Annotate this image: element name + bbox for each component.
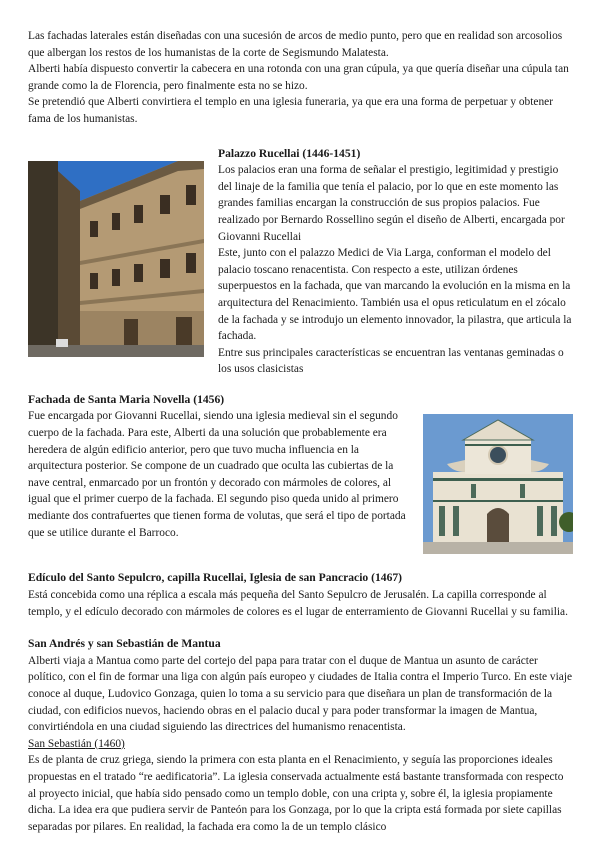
document-page bbox=[28, 28, 573, 835]
intro-paragraph-3: Se pretendió que Alberti convirtiera el templo en una iglesia funeraria, ya que era una forma de perpetuar y obtener fama de los humanistas. bbox=[28, 96, 554, 125]
rucellai-paragraph-2: Este, junto con el palazzo Medici de Via Larga, conforman el modelo del palacio toscano renacentista. Con respecto a este, utilizan órdenes superpuestos en la fachada, que van marcando la evolución en la misma en la arquitectura del Renacimiento. También usa el opus reticulatum en el zócalo de la fachada y se introdujo un elemento innovador, la pilastra, que articula la fachada. bbox=[218, 247, 572, 343]
mantua-title: San Andrés y san Sebastián de Mantua bbox=[28, 637, 221, 651]
sepolcro-title: Edículo del Santo Sepulcro, capilla Rucellai, Iglesia de san Pancracio (1467) bbox=[28, 571, 403, 585]
palazzo-rucellai-photo bbox=[28, 161, 204, 357]
novella-paragraph-1: Fue encargada por Giovanni Rucellai, siendo una iglesia medieval sin el segundo cuerpo de la fachada. Para este, Alberti da una solución que probablemente era heredera de algún edificio anterior, pero que tuvo mucha influencia en la arquitectura posterior. Se compone de un cuadrado que oculta las cubiertas de la nave central, enmarcado por un frontón y decorado con mármoles de colores, al igual que el primer cuerpo de la fachada. El segundo piso queda unido al primero mediante dos contrafuertes que tienen forma de volutas, que será el tipo de portada que se utilice durante el Barroco. bbox=[28, 410, 406, 539]
mantua-paragraph-1: Alberti viaja a Mantua como parte del cortejo del papa para tratar con el duque de Mantua un asunto de carácter político, con el fin de formar una liga con algún país europeo y ciudades de Italia contra el Imperio Turco. En este viaje conoce al duque, Ludovico Gonzaga, quien lo toma a su servicio para que diseñara un plan de transformación de la ciudad, con edificios nuevos, haciendo obras en el palacio ducal y para poder transformar la imagen de Mantua, convirtiéndola en una ciudad siguiendo las directrices del humanismo renacentista. bbox=[28, 654, 573, 734]
novella-title: Fachada de Santa Maria Novella (1456) bbox=[28, 392, 225, 406]
rucellai-title: Palazzo Rucellai (1446-1451) bbox=[218, 146, 361, 160]
rucellai-paragraph-1: Los palacios eran una forma de señalar el prestigio, legitimidad y prestigio del linaje de la familia que tenía el palacio, por lo que en este momento las grandes familias encargan la construcción de sus propios palacios. Fue realizado por Bernardo Rossellino según el diseño de Alberti, encargada por Giovanni Rucellai bbox=[218, 164, 565, 243]
novella-section bbox=[28, 408, 573, 554]
san-sebastian-subtitle: San Sebastián (1460) bbox=[28, 737, 125, 750]
rucellai-paragraph-3: Entre sus principales características se encuentran las ventanas geminadas o los usos clasicistas bbox=[218, 346, 564, 376]
mantua-paragraph-2: Es de planta de cruz griega, siendo la primera con esta planta en el Renacimiento, y seguía las proporciones ideales propuestas en el tratado “re aedificatoria”. La iglesia conservada actualmente está bastante transformada con respecto al proyecto inicial, que había sido pensado como un templo doble, con una cripta y, sobre él, la iglesia propiamente dicha. La idea era que pudiera servir de Panteón para los Gonzaga, por lo que la cripta está formada por siete capillas separadas por pilares. En realidad, la fachada era como la de un templo clásico bbox=[28, 754, 564, 833]
sepolcro-paragraph-1: Está concebida como una réplica a escala más pequeña del Santo Sepulcro de Jerusalén. La capilla corresponde al templo, y el edículo decorado con mármoles de colores es el lugar de enterramiento de Giovanni Rucellai y su familia. bbox=[28, 589, 568, 618]
intro-paragraph-2: Alberti había dispuesto convertir la cabecera en una rotonda con una gran cúpula, ya que quería diseñar una cúpula tan grande como la de Florencia, pero finalmente esta no se hizo. bbox=[28, 63, 569, 92]
intro-paragraph-1: Las fachadas laterales están diseñadas con una sucesión de arcos de medio punto, pero que en realidad son arcosolios que albergan los restos de los humanistas de la corte de Segismundo Malatesta. bbox=[28, 30, 563, 59]
santa-maria-novella-photo bbox=[423, 414, 573, 554]
rucellai-section bbox=[28, 146, 573, 378]
